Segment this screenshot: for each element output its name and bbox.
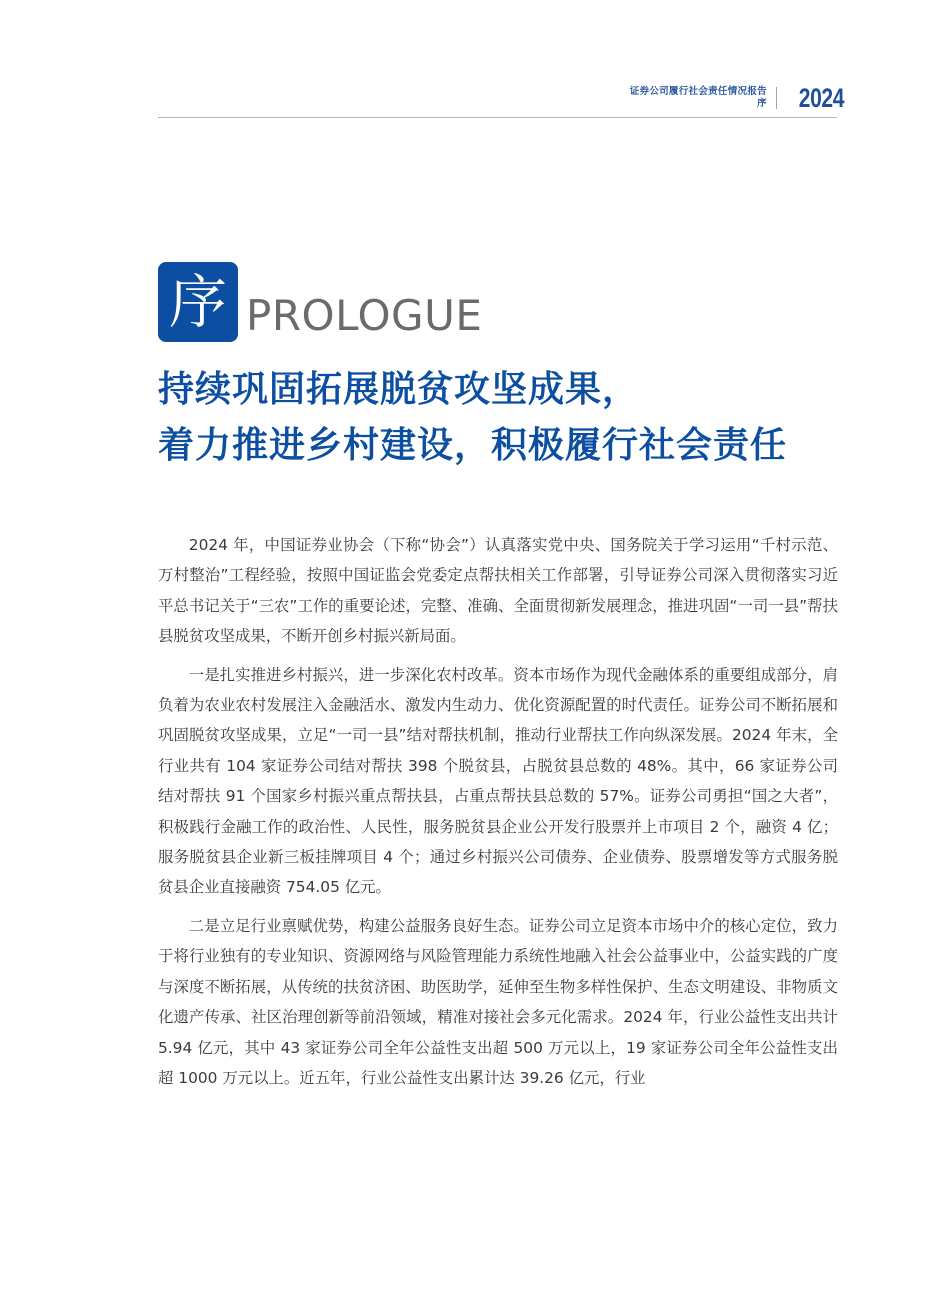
header-text (630, 86, 767, 110)
body-text (158, 530, 838, 1101)
paragraph-rural-revitalization: 一是扎实推进乡村振兴，进一步深化农村改革。资本市场作为现代金融体系的重要组成部分，肩负着为农业农村发展注入金融活水、激发内生动力、优化资源配置的时代责任。证券公司不断拓展和巩固脱贫攻坚成果，立足“一司一县”结对帮扶机制，推动行业帮扶工作向纵深发展。2024 年末，全行业共有 104 家证券公司结对帮扶 398 个脱贫县，占脱贫县总数的 48%。其中，66 家证券公司结对帮扶 91 个国家乡村振兴重点帮扶县，占重点帮扶县总数的 57%。证券公司勇担“国之大者”，积极践行金融工作的政治性、人民性，服务脱贫县企业公开发行股票并上市项目 2 个，融资 4 亿；服务脱贫县企业新三板挂牌项目 4 个；通过乡村振兴公司债券、企业债券、股票增发等方式服务脱贫县企业直接融资 754.05 亿元。 (158, 665, 838, 897)
paragraph-public-welfare: 二是立足行业禀赋优势，构建公益服务良好生态。证券公司立足资本市场中介的核心定位，致力于将行业独有的专业知识、资源网络与风险管理能力系统性地融入社会公益事业中，公益实践的广度与深度不断拓展，从传统的扶贫济困、助医助学，延伸至生物多样性保护、生态文明建设、非物质文化遗产传承、社区治理创新等前沿领域，精准对接社会多元化需求。2024 年，行业公益性支出共计 5.94 亿元，其中 43 家证券公司全年公益性支出超 500 万元以上，19 家证券公司全年公益性支出超 1000 万元以上。近五年，行业公益性支出累计达 39.26 亿元，行业 (158, 916, 838, 1087)
headline-line-1: 持续巩固拓展脱贫攻坚成果， (158, 369, 640, 410)
headline (158, 362, 787, 474)
page-header (158, 78, 844, 118)
header-right (629, 83, 844, 113)
header-divider (776, 87, 777, 109)
paragraph-intro: 2024 年，中国证券业协会（下称“协会”）认真落实党中央、国务院关于学习运用“千村示范、万村整治”工程经验，按照中国证监会党委定点帮扶相关工作部署，引导证券公司深入贯彻落实习近平总书记关于“三农”工作的重要论述，完整、准确、全面贯彻新发展理念，推进巩固“一司一县”帮扶县脱贫攻坚成果，不断开创乡村振兴新局面。 (158, 536, 838, 646)
prologue-title: PROLOGUE (246, 291, 483, 340)
headline-line-2: 着力推进乡村建设，积极履行社会责任 (158, 425, 788, 466)
section-label: 序 (757, 98, 767, 109)
section-title-block (158, 262, 482, 342)
prologue-char-icon: 序 (158, 262, 238, 342)
report-title: 证券公司履行社会责任情况报告 (629, 86, 767, 97)
header-year: 2024 (798, 83, 844, 113)
